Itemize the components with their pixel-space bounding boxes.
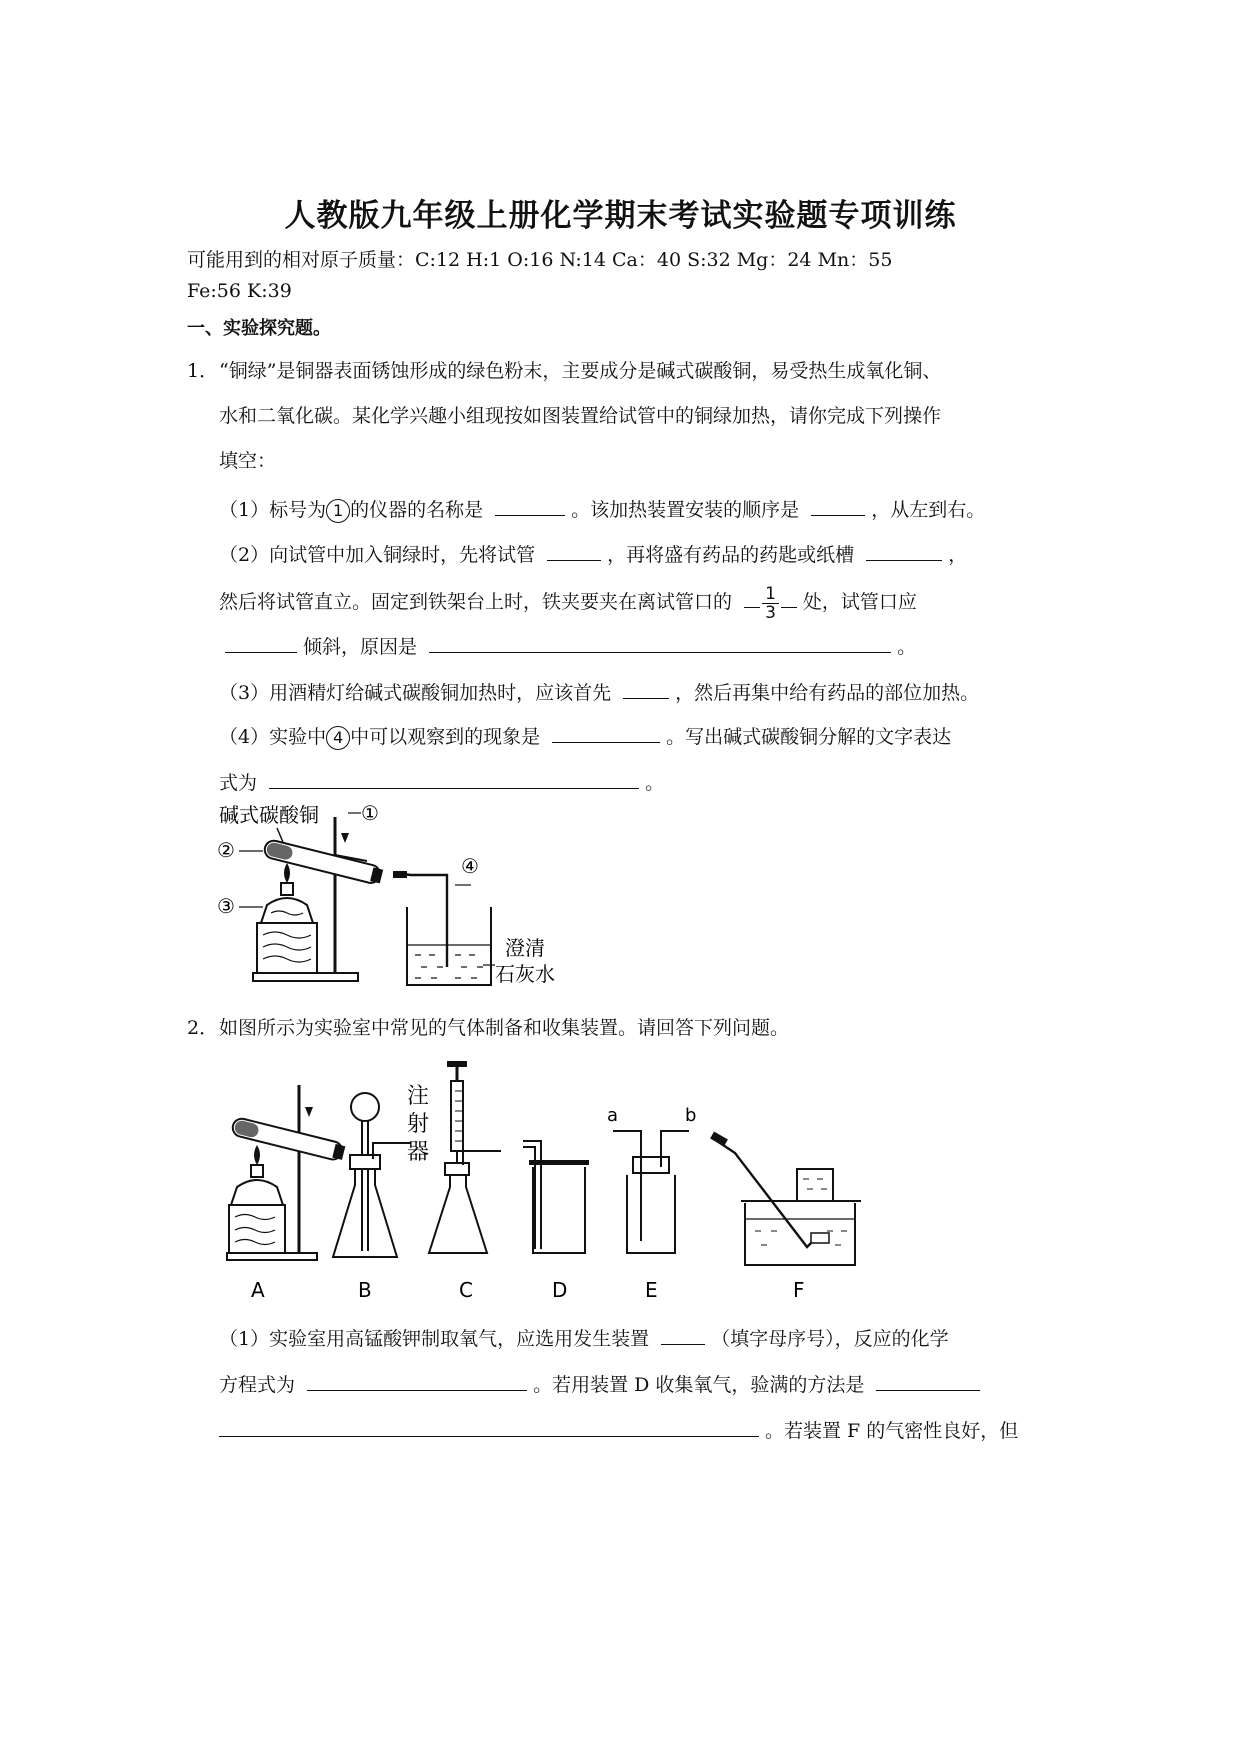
q1-part1-text-b: 的仪器的名称是 bbox=[350, 499, 484, 521]
q2-part1-text-a: （1）实验室用高锰酸钾制取氧气，应选用发生装置 bbox=[219, 1328, 650, 1350]
label-a: a bbox=[607, 1105, 619, 1126]
q1-apparatus-figure bbox=[215, 795, 635, 1010]
fraction-numerator: 1 bbox=[762, 585, 779, 604]
fig1-clamp-screw bbox=[341, 833, 349, 843]
fig1-label-clear: 澄清 bbox=[505, 936, 545, 960]
q1-number: 1． bbox=[187, 360, 219, 382]
fig1-circled-2: ② bbox=[217, 838, 235, 862]
q1-blank-phenomenon[interactable] bbox=[552, 722, 660, 743]
q1-part4 bbox=[219, 722, 951, 750]
letter-D: D bbox=[552, 1278, 568, 1302]
letter-C: C bbox=[459, 1278, 473, 1302]
apparatus-B bbox=[333, 1093, 411, 1257]
fig1-label-lime-water: 石灰水 bbox=[495, 962, 555, 986]
apparatus-E bbox=[607, 1105, 696, 1253]
q1-part4-cont-end: 。 bbox=[645, 772, 665, 794]
q1-part4-text-a: （4）实验中 bbox=[219, 726, 327, 748]
circled-number-1: 1 bbox=[326, 499, 350, 523]
letter-F: F bbox=[793, 1278, 805, 1302]
circled-number-4: 4 bbox=[326, 726, 350, 750]
q1-stem-line-2: 水和二氧化碳。某化学兴趣小组现按如图装置给试管中的铜绿加热，请你完成下列操作 bbox=[219, 405, 942, 427]
apparatus-C bbox=[407, 1061, 501, 1253]
letter-E: E bbox=[645, 1278, 658, 1302]
q1-stem-line-1: “铜绿”是铜器表面锈蚀形成的绿色粉末，主要成分是碱式碳酸铜，易受热生成氧化铜、 bbox=[219, 360, 942, 382]
q1-part3-text-a: （3）用酒精灯给碱式碳酸铜加热时，应该首先 bbox=[219, 682, 612, 704]
q2-part1-text-b: （填字母序号），反应的化学 bbox=[711, 1328, 949, 1350]
syringe-label-1: 注 bbox=[407, 1084, 430, 1109]
q1-part2-text-c: ， bbox=[948, 544, 968, 566]
q2-part1-equation-text: 方程式为 bbox=[219, 1374, 296, 1396]
apparatus-F bbox=[710, 1132, 861, 1265]
section-heading: 一、实验探究题。 bbox=[187, 318, 331, 339]
apparatus-A bbox=[227, 1085, 346, 1260]
q2-part1-cont bbox=[219, 1416, 1018, 1444]
q1-blank-instrument-name[interactable] bbox=[495, 495, 565, 516]
fig1-lamp-neck bbox=[281, 883, 293, 895]
q1-part2-reason bbox=[219, 632, 916, 660]
q1-part2-cont bbox=[219, 582, 917, 622]
q1-part3 bbox=[219, 678, 979, 706]
fig1-test-tube bbox=[263, 839, 384, 885]
q1-stem-line-3: 填空： bbox=[219, 450, 277, 472]
q1-part2-reason-text: 倾斜，原因是 bbox=[303, 636, 418, 658]
fraction-denominator: 3 bbox=[765, 602, 776, 623]
q2-blank-generator[interactable] bbox=[661, 1324, 705, 1345]
q2-part1-cont-text: 。若装置 F 的气密性良好，但 bbox=[765, 1420, 1019, 1442]
q1-part1 bbox=[219, 495, 985, 523]
q1-blank-clamp-right[interactable] bbox=[781, 587, 797, 608]
q1-part3-text-b: ，然后再集中给有药品的部位加热。 bbox=[675, 682, 980, 704]
q1-part1-text-c: 。该加热装置安装的顺序是 bbox=[571, 499, 800, 521]
atomic-mass-line-2: Fe:56 K:39 bbox=[187, 280, 292, 302]
q2-part1-check-text: 。若用装置 D 收集氧气，验满的方法是 bbox=[533, 1374, 865, 1396]
q1-blank-reason[interactable] bbox=[429, 632, 891, 653]
q1-blank-spoon-action[interactable] bbox=[866, 540, 942, 561]
q2-number: 2． bbox=[187, 1017, 219, 1039]
q1-blank-word-equation[interactable] bbox=[269, 768, 639, 789]
fig1-lime-water bbox=[415, 955, 483, 978]
q1-part4-cont bbox=[219, 768, 664, 796]
page-title: 人教版九年级上册化学期末考试实验题专项训练 bbox=[284, 198, 957, 234]
q2-blank-equation[interactable] bbox=[307, 1370, 527, 1391]
q1-part2-text-a: （2）向试管中加入铜绿时，先将试管 bbox=[219, 544, 536, 566]
fraction-one-third bbox=[762, 585, 779, 622]
syringe-label-3: 器 bbox=[407, 1140, 430, 1165]
label-b: b bbox=[685, 1105, 697, 1126]
q1-part4-cont-text: 式为 bbox=[219, 772, 258, 794]
fig1-alcohol-lamp bbox=[261, 898, 313, 923]
letter-B: B bbox=[358, 1278, 372, 1302]
q1-blank-tilt-direction[interactable] bbox=[225, 632, 297, 653]
q1-part1-text-a: （1）标号为 bbox=[219, 499, 327, 521]
q1-part2-cont-text-a: 然后将试管直立。固定到铁架台上时，铁夹要夹在离试管口的 bbox=[219, 591, 733, 613]
q2-blank-check-method[interactable] bbox=[876, 1370, 980, 1391]
atomic-mass-line-1: 可能用到的相对原子质量：C:12 H:1 O:16 N:14 Ca：40 S:32 Mg：24 Mn：55 bbox=[187, 249, 893, 271]
q2-apparatus-figure bbox=[215, 1055, 975, 1305]
fig1-circled-4: ④ bbox=[461, 854, 479, 878]
q1-part2-reason-end: 。 bbox=[897, 636, 917, 658]
q1-part2-cont-text-b: 处，试管口应 bbox=[802, 591, 917, 613]
q1-blank-install-order[interactable] bbox=[811, 495, 865, 516]
q1-part4-text-b: 中可以观察到的现象是 bbox=[350, 726, 541, 748]
fig1-rubber-joint bbox=[393, 871, 407, 878]
letter-A: A bbox=[251, 1278, 265, 1302]
fig1-flame bbox=[284, 863, 290, 883]
q2-part1 bbox=[219, 1324, 949, 1352]
q1-part2 bbox=[219, 540, 967, 568]
fig1-delivery-tube bbox=[393, 873, 447, 967]
fig1-beaker bbox=[407, 907, 491, 985]
q2-stem: 如图所示为实验室中常见的气体制备和收集装置。请回答下列问题。 bbox=[219, 1017, 790, 1039]
q1-part2-text-b: ，再将盛有药品的药匙或纸槽 bbox=[607, 544, 855, 566]
fig1-stand-base bbox=[253, 973, 358, 981]
fig1-circled-1: ① bbox=[361, 801, 379, 825]
q2-blank-check-method-cont[interactable] bbox=[219, 1416, 759, 1437]
q1-blank-tube-action[interactable] bbox=[547, 540, 601, 561]
fig1-circled-3: ③ bbox=[217, 894, 235, 918]
syringe-label-2: 射 bbox=[407, 1112, 430, 1137]
fig1-label-basic-copper-carbonate: 碱式碳酸铜 bbox=[219, 803, 319, 827]
apparatus-D bbox=[523, 1141, 589, 1253]
q1-blank-preheat[interactable] bbox=[623, 678, 669, 699]
q1-part1-text-d: ，从左到右。 bbox=[871, 499, 986, 521]
q1-part4-text-c: 。写出碱式碳酸铜分解的文字表达 bbox=[666, 726, 952, 748]
q1-blank-clamp-left[interactable] bbox=[744, 587, 760, 608]
q2-part1-equation bbox=[219, 1370, 986, 1398]
